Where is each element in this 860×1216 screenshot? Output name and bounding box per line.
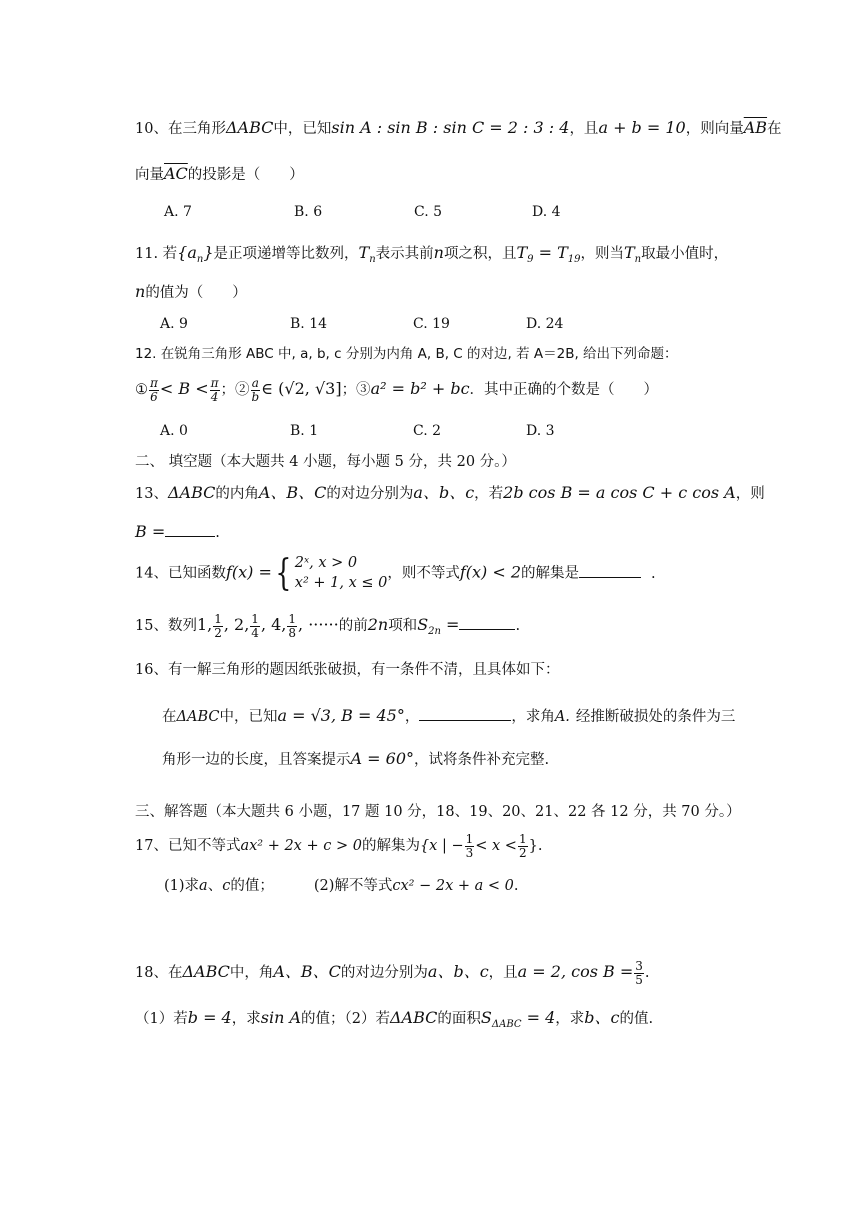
q15-number: 15、数列 [135, 618, 197, 635]
q11-option-c: C. 19 [413, 316, 450, 332]
vector-ac: $\overline{AC}$ [164, 164, 188, 183]
q11-line2: n的值为（ ） [135, 282, 247, 301]
q18-line1: 18、在ΔABC中，角A、B、C的对边分别为a、b、c，且a = 2, cos B = $\frac{3}{5}$ . [135, 959, 650, 987]
q17-line2: (1)求a、c的值； (2)解不等式cx² − 2x + a < 0. [164, 878, 519, 894]
q14-number: 14、已知函数 [135, 565, 226, 582]
q12-option-c: C. 2 [413, 423, 442, 439]
q10-line1: 10、在三角形ΔABC中，已知sin A : sin B : sin C = 2 : 3 : 4，且a + b = 10，则向量$\overline{AB}$在 [135, 118, 782, 137]
q10-option-b: B. 6 [294, 204, 323, 220]
q10-option-a: A. 7 [164, 204, 192, 220]
q16-missing-condition-blank [419, 720, 511, 721]
vector-ab: $\overline{AB}$ [743, 118, 768, 137]
q15-answer-blank [459, 629, 515, 630]
q12-line2: ① $\frac{\pi}{6}$ < B < $\frac{\pi}{4}$ ；② $\frac{a}{b}$ ∈ (√2, √3]；③a² = b² + bc．其中正确的个数是（ ） [135, 376, 659, 404]
q18-number: 18、在 [135, 965, 183, 982]
q10-line2: 向量$\overline{AC}$的投影是（ ） [135, 164, 304, 183]
section-3-heading: 三、解答题（本大题共 6 小题，17 题 10 分，18、19、20、21、22 各 12 分，共 70 分。） [135, 804, 741, 820]
q13-line2: B = . [135, 522, 220, 541]
q14-line: 14、已知函数f(x) ={ 2ˣ, x > 0 x² + 1, x ≤ 0 ，则不等式f(x) < 2的解集是 . [135, 552, 656, 594]
section-2-heading: 二、 填空题（本大题共 4 小题，每小题 5 分，共 20 分。） [135, 454, 516, 470]
q10-option-d: D. 4 [532, 204, 561, 220]
q13-answer-blank [165, 536, 215, 537]
q12-option-d: D. 3 [526, 423, 555, 439]
q15-line: 15、数列1, $\frac{1}{2}$ , 2, $\frac{1}{4}$ , 4, $\frac{1}{8}$ , ······的前2n项和$S_{2n}$ = . [135, 612, 521, 640]
q13-line1: 13、ΔABC的内角A、B、C的对边分别为a、b、c，若2b cos B = a cos C + c cos A，则 [135, 483, 765, 502]
q11-line1: 11. 若$\{a_n\}$是正项递增等比数列，$T_n$表示其前n项之积，且$T_9 = T_{19}$，则当$T_n$取最小值时， [135, 243, 729, 266]
q12-line1: 12. 在锐角三角形 ABC 中, a, b, c 分别为内角 A, B, C 的对边, 若 A＝2B, 给出下列命题： [135, 346, 678, 362]
q11-number: 11. 若 [135, 246, 178, 262]
q10-option-c: C. 5 [414, 204, 443, 220]
q11-option-d: D. 24 [526, 316, 564, 332]
q16-line3: 角形一边的长度，且答案提示A = 60°，试将条件补充完整. [162, 749, 550, 768]
q12-option-b: B. 1 [290, 423, 319, 439]
piecewise-cases: 2ˣ, x > 0 x² + 1, x ≤ 0 [294, 555, 388, 591]
q18-line2: （1）若b = 4，求sin A的值；（2）若ΔABC的面积$S_{\Delta ABC} = 4$，求b、c的值. [135, 1008, 654, 1031]
q16-line2: 在ΔABC中，已知a = √3, B = 45°， ，求角A. 经推断破损处的条件为三 [162, 706, 736, 725]
q17-line1: 17、已知不等式ax² + 2x + c > 0的解集为{x | − $\frac{1}{3}$ < x < $\frac{1}{2}$ }. [135, 832, 543, 860]
q12-option-a: A. 0 [160, 423, 188, 439]
q16-line1: 16、有一解三角形的题因纸张破损，有一条件不清，且具体如下： [135, 662, 560, 678]
q13-number: 13、 [135, 486, 168, 502]
q11-option-b: B. 14 [290, 316, 328, 332]
q10-ratio: sin A : sin B : sin C = 2 : 3 : 4 [331, 118, 570, 137]
q14-answer-blank [579, 577, 641, 578]
q10-number: 10、 [135, 121, 168, 137]
q17-number: 17、已知不等式 [135, 838, 241, 855]
q11-option-a: A. 9 [160, 316, 188, 332]
